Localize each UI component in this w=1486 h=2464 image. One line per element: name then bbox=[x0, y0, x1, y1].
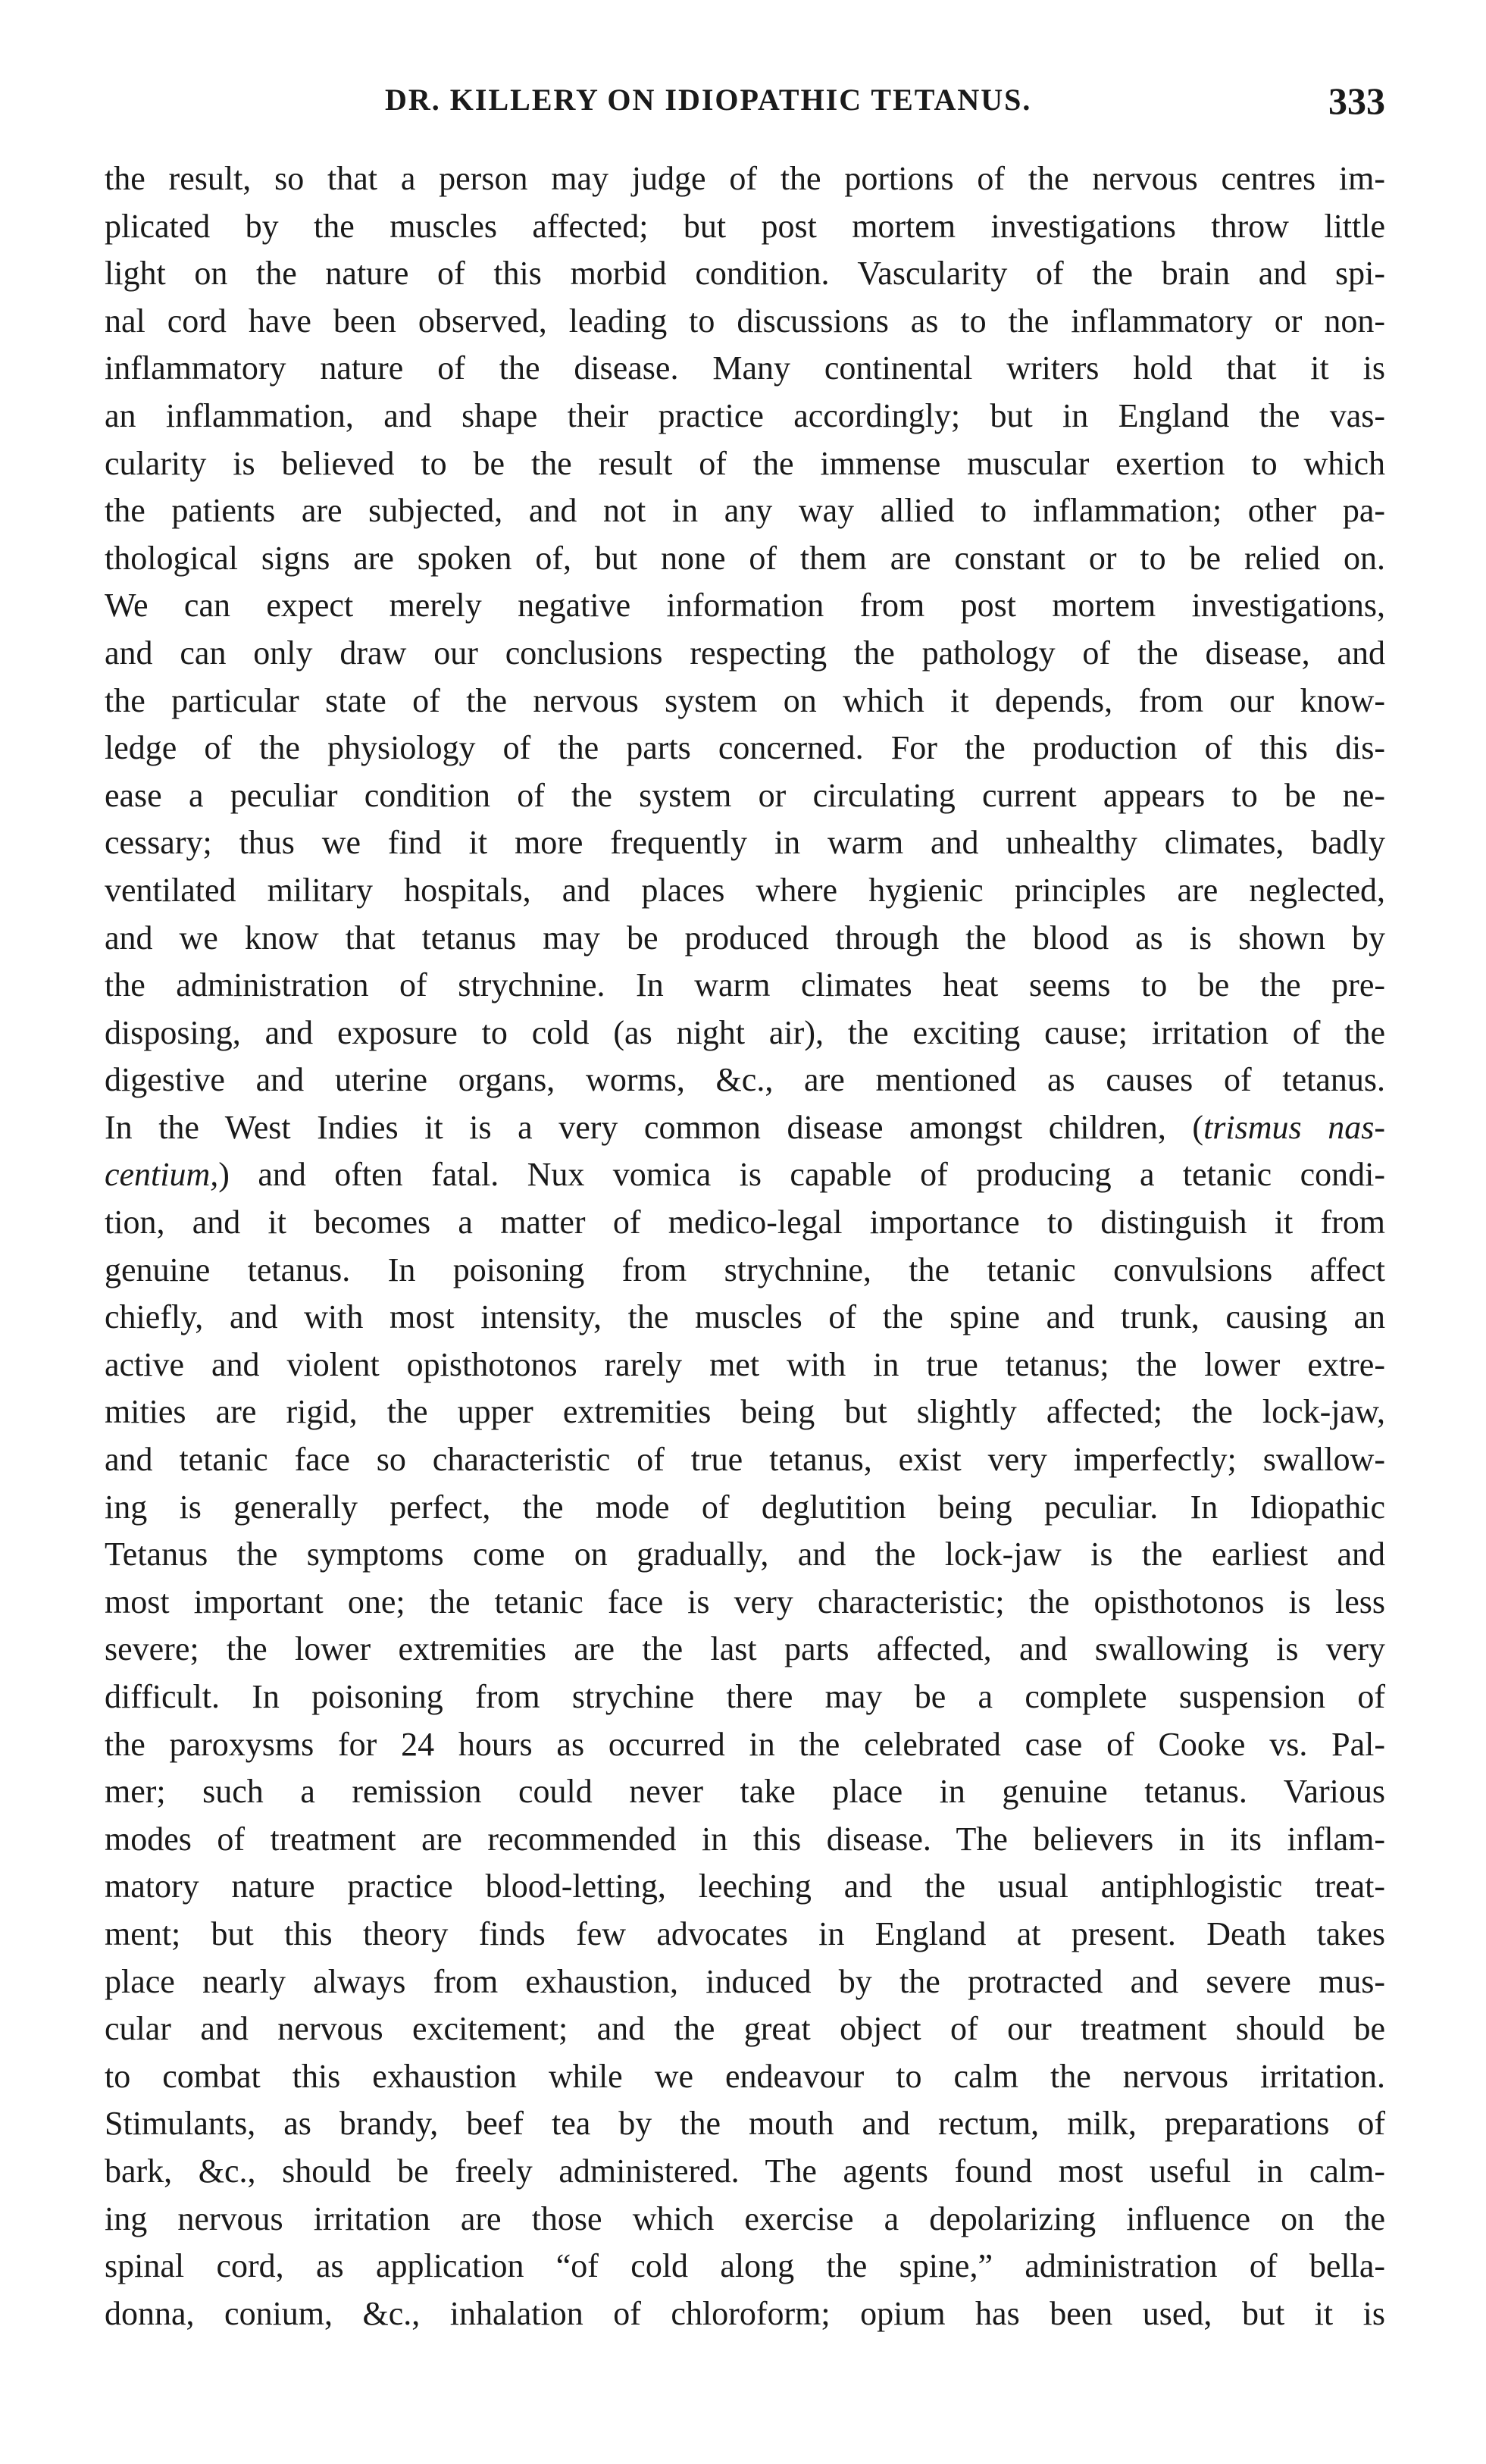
text-line-italic-term: centium,) and often fatal. Nux vomica is capable of producing a tetanic condi- bbox=[105, 1156, 1385, 1194]
text-line: digestive and uterine organs, worms, &c., are mentioned as causes of tetanus. bbox=[105, 1061, 1385, 1099]
text-line: difficult. In poisoning from strychine there may be a complete suspension of bbox=[105, 1678, 1385, 1715]
text-line: We can expect merely negative information from post mortem investigations, bbox=[105, 587, 1385, 625]
text-line: the administration of strychnine. In warm climates heat seems to be the pre- bbox=[105, 966, 1385, 1004]
text-line: ment; but this theory finds few advocates in England at present. Death takes bbox=[105, 1915, 1385, 1952]
text-line: disposing, and exposure to cold (as night air), the exciting cause; irritation of the bbox=[105, 1013, 1385, 1051]
text-line: inflammatory nature of the disease. Many continental writers hold that it is bbox=[105, 349, 1385, 387]
text-line: cular and nervous excitement; and the great object of our treatment should be bbox=[105, 2010, 1385, 2048]
text-line: matory nature practice blood-letting, leeching and the usual antiphlogistic treat- bbox=[105, 1868, 1385, 1905]
running-head bbox=[105, 82, 1385, 127]
text-line: and tetanic face so characteristic of true tetanus, exist very imperfectly; swallow- bbox=[105, 1441, 1385, 1479]
text-line: mer; such a remission could never take place in genuine tetanus. Various bbox=[105, 1773, 1385, 1811]
text-line: the patients are subjected, and not in any way allied to inflammation; other pa- bbox=[105, 492, 1385, 530]
text-line: ventilated military hospitals, and places where hygienic principles are neglected, bbox=[105, 871, 1385, 909]
text-line: the particular state of the nervous system on which it depends, from our know- bbox=[105, 681, 1385, 719]
text-line: donna, conium, &c., inhalation of chloroform; opium has been used, but it is bbox=[105, 2294, 1385, 2332]
text-line: and can only draw our conclusions respecting the pathology of the disease, and bbox=[105, 634, 1385, 672]
text-line: the paroxysms for 24 hours as occurred in the celebrated case of Cooke vs. Pal- bbox=[105, 1725, 1385, 1763]
text-line: to combat this exhaustion while we endeavour to calm the nervous irritation. bbox=[105, 2057, 1385, 2095]
latin-term: centium, bbox=[105, 1156, 219, 1194]
text-line: nal cord have been observed, leading to discussions as to the inflammatory or non- bbox=[105, 302, 1385, 340]
text-line: tion, and it becomes a matter of medico-legal importance to distinguish it from bbox=[105, 1204, 1385, 1241]
text-line: thological signs are spoken of, but none of them are constant or to be relied on. bbox=[105, 539, 1385, 577]
text-line: Tetanus the symptoms come on gradually, and the lock-jaw is the earliest and bbox=[105, 1536, 1385, 1573]
latin-term: trismus nas- bbox=[1203, 1108, 1385, 1146]
text-line: modes of treatment are recommended in this disease. The believers in its inflam- bbox=[105, 1820, 1385, 1858]
text-line-italic-term: In the West Indies it is a very common disease amongst children, (trismus nas- bbox=[105, 1108, 1385, 1146]
text-line: place nearly always from exhaustion, induced by the protracted and severe mus- bbox=[105, 1962, 1385, 2000]
text-line: active and violent opisthotonos rarely met with in true tetanus; the lower extre- bbox=[105, 1345, 1385, 1383]
text-line: Stimulants, as brandy, beef tea by the mouth and rectum, milk, preparations of bbox=[105, 2105, 1385, 2143]
text-line: the result, so that a person may judge of the portions of the nervous centres im- bbox=[105, 160, 1385, 197]
text-line: genuine tetanus. In poisoning from strychnine, the tetanic convulsions affect bbox=[105, 1251, 1385, 1288]
text-line: ease a peculiar condition of the system or circulating current appears to be ne- bbox=[105, 776, 1385, 814]
body-paragraph bbox=[105, 155, 1385, 2337]
text-line: severe; the lower extremities are the last parts affected, and swallowing is very bbox=[105, 1630, 1385, 1668]
text-line: light on the nature of this morbid condition. Vascularity of the brain and spi- bbox=[105, 255, 1385, 293]
text-line: spinal cord, as application “of cold along the spine,” administration of bella- bbox=[105, 2247, 1385, 2285]
text-line: chiefly, and with most intensity, the muscles of the spine and trunk, causing an bbox=[105, 1298, 1385, 1336]
text-line: and we know that tetanus may be produced through the blood as is shown by bbox=[105, 919, 1385, 956]
text-line: cularity is believed to be the result of the immense muscular exertion to which bbox=[105, 444, 1385, 482]
text-line: mities are rigid, the upper extremities being but slightly affected; the lock-jaw, bbox=[105, 1393, 1385, 1431]
text-line: ledge of the physiology of the parts concerned. For the production of this dis- bbox=[105, 729, 1385, 767]
running-title: DR. KILLERY ON IDIOPATHIC TETANUS. bbox=[385, 83, 1032, 117]
text-line: plicated by the muscles affected; but post mortem investigations throw little bbox=[105, 207, 1385, 245]
text-line: ing is generally perfect, the mode of deglutition being peculiar. In Idiopathic bbox=[105, 1488, 1385, 1526]
text-line: cessary; thus we find it more frequently in warm and unhealthy climates, badly bbox=[105, 824, 1385, 862]
text-line: an inflammation, and shape their practice accordingly; but in England the vas- bbox=[105, 396, 1385, 434]
text-line: bark, &c., should be freely administered. The agents found most useful in calm- bbox=[105, 2152, 1385, 2190]
text-line: ing nervous irritation are those which exercise a depolarizing influence on the bbox=[105, 2199, 1385, 2237]
page-number: 333 bbox=[1328, 80, 1385, 122]
text-line: most important one; the tetanic face is very characteristic; the opisthotonos is less bbox=[105, 1583, 1385, 1620]
